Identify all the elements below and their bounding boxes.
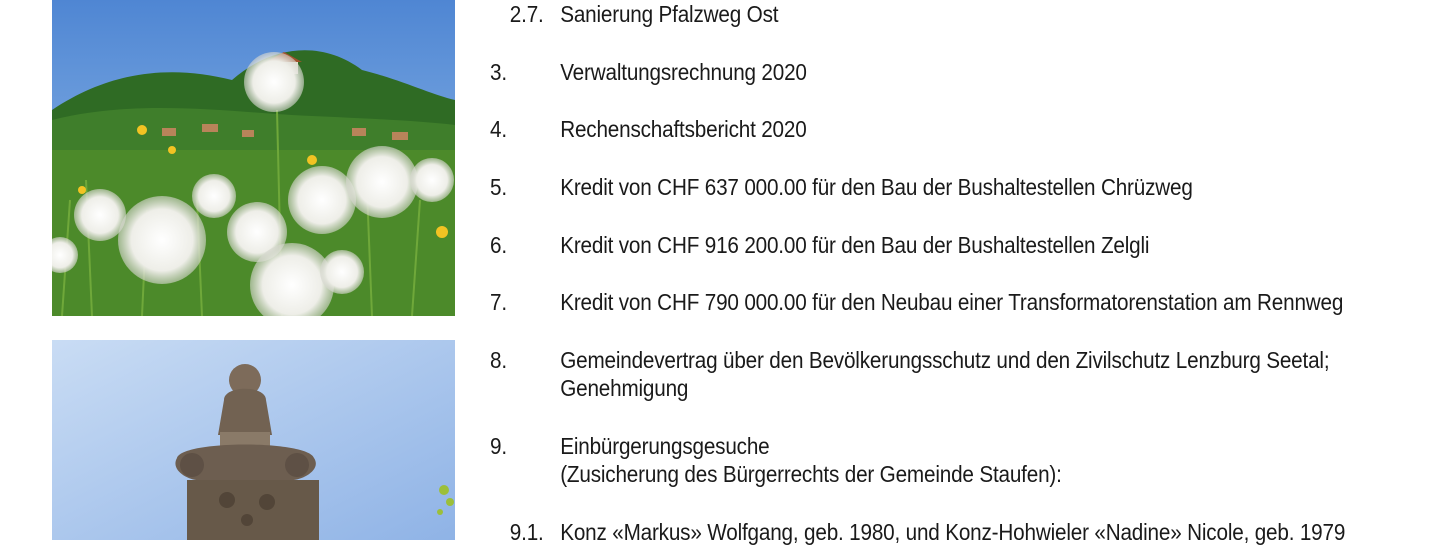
agenda-item-line: Gemeindevertrag über den Bevölkerungsschutz und den Zivilschutz Lenzburg Seetal; xyxy=(560,347,1330,373)
agenda-item-number: 7. xyxy=(490,289,507,315)
agenda-item-line: Kredit von CHF 637 000.00 für den Bau der Bushaltestellen Chrüzweg xyxy=(560,174,1193,200)
agenda-item-number: 6. xyxy=(490,232,507,258)
agenda-item-line: Verwaltungsrechnung 2020 xyxy=(560,59,807,85)
agenda-item-number: 3. xyxy=(490,59,507,85)
agenda-item-number: 2.7. xyxy=(509,1,544,27)
agenda-item-line: Einbürgerungsgesuche xyxy=(560,433,770,459)
agenda-item-line: Konz «Markus» Wolfgang, geb. 1980, und Konz-Hohwieler «Nadine» Nicole, geb. 1979 xyxy=(560,519,1346,545)
agenda-item-text xyxy=(560,173,1193,201)
agenda-item-line: Genehmigung xyxy=(560,375,689,401)
agenda-item-number: 9.1. xyxy=(509,519,544,545)
agenda-item-text xyxy=(560,432,1062,488)
agenda-item-number: 8. xyxy=(490,347,507,373)
agenda-item-text xyxy=(560,231,1149,259)
agenda-item-number: 5. xyxy=(490,174,507,200)
agenda-item-text xyxy=(560,518,1345,546)
agenda-item-text xyxy=(560,115,806,143)
agenda-item-number: 9. xyxy=(490,433,507,459)
agenda-item-line: Kredit von CHF 916 200.00 für den Bau der Bushaltestellen Zelgli xyxy=(560,232,1150,258)
agenda-item-text xyxy=(560,0,778,28)
agenda-item-text xyxy=(560,58,807,86)
agenda-item-line: Rechenschaftsbericht 2020 xyxy=(560,116,807,142)
agenda-item-number: 4. xyxy=(490,116,507,142)
agenda-item-text xyxy=(560,346,1329,402)
agenda-item-line: (Zusicherung des Bürgerrechts der Gemeinde Staufen): xyxy=(560,461,1062,487)
agenda-item-text xyxy=(560,288,1343,316)
agenda-item-line: Sanierung Pfalzweg Ost xyxy=(560,1,779,27)
agenda-item-line: Kredit von CHF 790 000.00 für den Neubau einer Transformatorenstation am Rennweg xyxy=(560,289,1344,315)
